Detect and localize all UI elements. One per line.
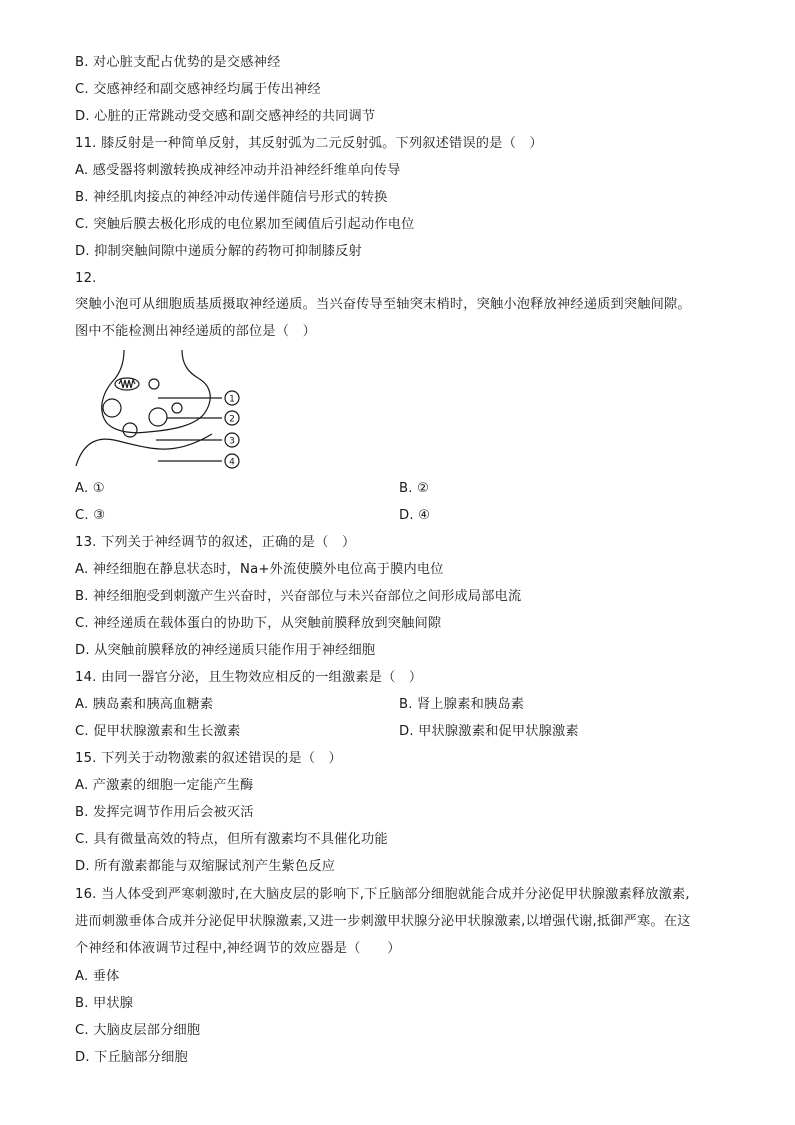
q13-option-b: B. 神经细胞受到刺激产生兴奋时，兴奋部位与未兴奋部位之间形成局部电流	[75, 589, 522, 604]
q12-number: 12.	[75, 271, 97, 286]
q11-option-b: B. 神经肌肉接点的神经冲动传递伴随信号形式的转换	[75, 190, 388, 205]
q11-option-d: D. 抑制突触间隙中递质分解的药物可抑制膝反射	[75, 244, 362, 259]
q13-option-c: C. 神经递质在载体蛋白的协助下，从突触前膜释放到突触间隙	[75, 616, 442, 631]
q10-option-c: C. 交感神经和副交感神经均属于传出神经	[75, 82, 321, 97]
q12-stem-line2: 图中不能检测出神经递质的部位是（ ）	[75, 324, 316, 339]
q14-option-d: D. 甲状腺激素和促甲状腺激素	[399, 724, 579, 739]
q15-option-a: A. 产激素的细胞一定能产生酶	[75, 778, 254, 793]
vesicle	[149, 408, 167, 426]
q10-option-b: B. 对心脏支配占优势的是交感神经	[75, 55, 281, 70]
q11-option-a: A. 感受器将刺激转换成神经冲动并沿神经纤维单向传导	[75, 163, 401, 178]
mitochondrion-cristae	[119, 380, 135, 388]
q12-stem-line1: 突触小泡可从细胞质基质摄取神经递质。当兴奋传导至轴突末梢时，突触小泡释放神经递质到突触间隙。	[75, 297, 691, 312]
q15-option-c: C. 具有微量高效的特点，但所有激素均不具催化功能	[75, 832, 388, 847]
q14-option-c: C. 促甲状腺激素和生长激素	[75, 724, 241, 739]
q13-option-a: A. 神经细胞在静息状态时，Na+外流使膜外电位高于膜内电位	[75, 562, 444, 577]
q11-option-c: C. 突触后膜去极化形成的电位累加至阈值后引起动作电位	[75, 217, 415, 232]
q13-option-d: D. 从突触前膜释放的神经递质只能作用于神经细胞	[75, 643, 376, 658]
q14-stem: 14. 由同一器官分泌，且生物效应相反的一组激素是（ ）	[75, 670, 423, 685]
q16-stem-line3: 个神经和体液调节过程中,神经调节的效应器是（ ）	[75, 941, 401, 956]
axon-terminal-outline	[102, 350, 211, 433]
q16-option-c: C. 大脑皮层部分细胞	[75, 1023, 201, 1038]
vesicle	[172, 403, 182, 413]
q15-stem: 15. 下列关于动物激素的叙述错误的是（ ）	[75, 751, 342, 766]
q12-option-c: C. ③	[75, 508, 106, 523]
q16-stem-line2: 进而刺激垂体合成并分泌促甲状腺激素,又进一步刺激甲状腺分泌甲状腺激素,以增强代谢,抵御严寒。在这	[75, 914, 691, 929]
q15-option-d: D. 所有激素都能与双缩脲试剂产生紫色反应	[75, 859, 336, 874]
q12-option-b: B. ②	[399, 481, 430, 496]
vesicle	[149, 379, 159, 389]
q15-option-b: B. 发挥完调节作用后会被灭活	[75, 805, 254, 820]
q13-stem: 13. 下列关于神经调节的叙述，正确的是（ ）	[75, 535, 356, 550]
q16-option-d: D. 下丘脑部分细胞	[75, 1050, 188, 1065]
label-1-text: 1	[229, 394, 235, 405]
q16-stem-line1: 16. 当人体受到严寒刺激时,在大脑皮层的影响下,下丘脑部分细胞就能合成并分泌促甲状腺激素释放激素,	[75, 887, 690, 902]
label-2-text: 2	[229, 414, 235, 425]
label-4-text: 4	[229, 457, 235, 468]
q12-option-d: D. ④	[399, 508, 431, 523]
q16-option-a: A. 垂体	[75, 969, 120, 984]
q14-option-b: B. 肾上腺素和胰岛素	[399, 697, 525, 712]
q14-option-a: A. 胰岛素和胰高血糖素	[75, 697, 214, 712]
q16-option-b: B. 甲状腺	[75, 996, 134, 1011]
synapse-diagram	[72, 350, 252, 475]
label-3-text: 3	[229, 436, 235, 447]
mitochondrion	[115, 378, 139, 390]
q10-option-d: D. 心脏的正常跳动受交感和副交感神经的共同调节	[75, 109, 376, 124]
vesicle	[123, 423, 137, 437]
q11-stem: 11. 膝反射是一种简单反射，其反射弧为二元反射弧。下列叙述错误的是（ ）	[75, 136, 543, 151]
q12-option-a: A. ①	[75, 481, 105, 496]
vesicle	[103, 399, 121, 417]
